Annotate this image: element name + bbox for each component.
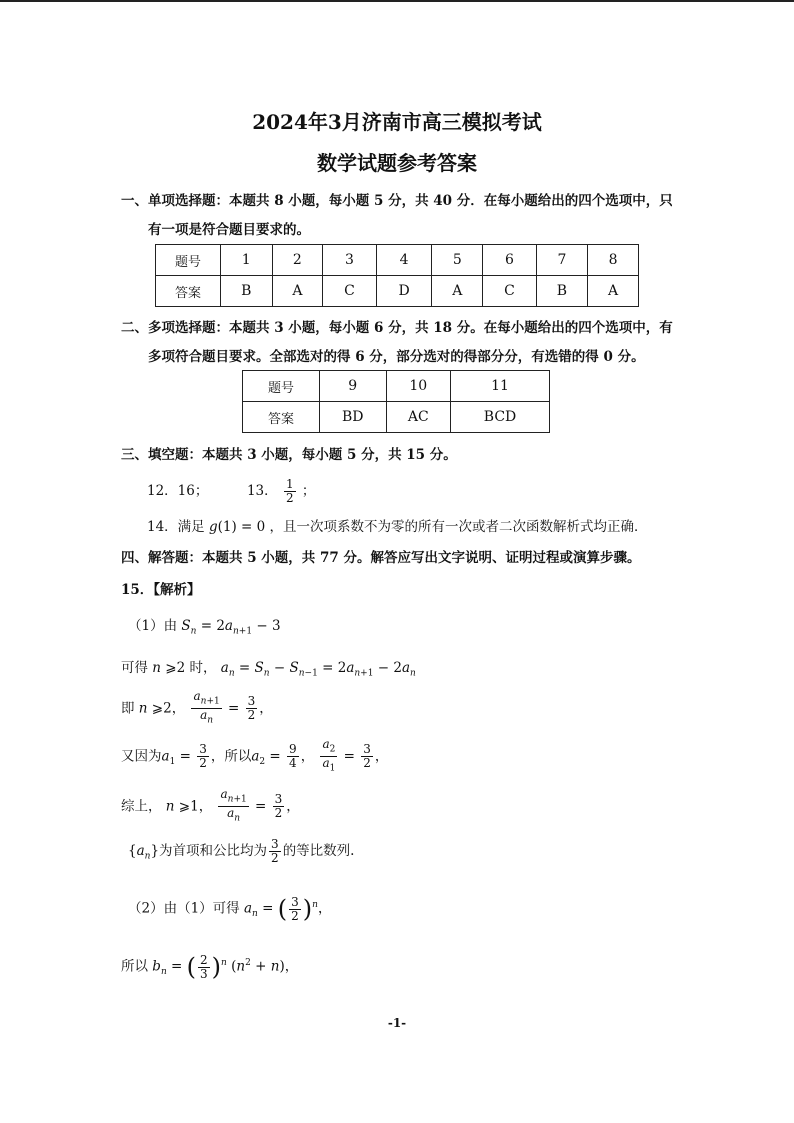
answer-cell: A <box>588 276 639 307</box>
row-label-question: 题号 <box>243 371 320 402</box>
q13-tail: ； <box>301 483 316 499</box>
answer-cell: A <box>432 276 483 307</box>
section1-heading: 一、单项选择题：本题共 8 小题，每小题 5 分，共 40 分．在每小题给出的四个选项中，只 <box>121 193 673 209</box>
page-title: 2024年3月济南市高三模拟考试 <box>252 110 542 134</box>
section1-heading-cont: 有一项是符合题目要求的。 <box>148 222 310 238</box>
solution-step-8: 所以 $b_n$ = ( $\frac{2}{3}$ )$^n$ $(n^2 + n)$， <box>121 952 299 981</box>
row-label-answer: 答案 <box>243 402 320 433</box>
multi-choice-answer-table <box>242 370 550 433</box>
section2-heading: 二、多项选择题：本题共 3 小题，每小题 6 分，共 18 分。在每小题给出的四个选项中，有 <box>121 320 673 336</box>
q14-answer <box>147 515 648 535</box>
q12-text: 12．16； <box>147 483 209 499</box>
solution-step-4: 又因为$a_1$ = $\frac{3}{2}$ ，所以$a_2$ = $\frac{9}{4}$ ， $\frac{a_2}{a_1}$ = $\frac{3}{2}$ ， <box>121 737 389 774</box>
page-subtitle: 数学试题参考答案 <box>317 151 477 175</box>
q13-fraction: $\frac{1}{2}$ <box>285 477 294 505</box>
q14-text-a: 14．满足 <box>147 519 205 535</box>
section2-heading-cont: 多项符合题目要求。全部选对的得 6 分，部分选对的得部分分，有选错的得 0 分。 <box>148 349 645 365</box>
q14-formula: g(1) = 0 <box>208 519 266 535</box>
section4-heading: 四、解答题：本题共 5 小题，共 77 分。解答应写出文字说明、证明过程或演算步骤。 <box>121 550 641 566</box>
answer-cell: B <box>536 276 588 307</box>
q12-answer <box>147 478 315 505</box>
row-label-question: 题号 <box>156 245 221 276</box>
solution-step-7: （2）由（1）可得 $a_n$ = ( $\frac{3}{2}$ )$^n$， <box>128 894 332 923</box>
question-number: 9 <box>320 371 387 402</box>
answer-cell: C <box>483 276 536 307</box>
q13-label: 13． <box>246 483 278 499</box>
question-number: 6 <box>483 245 536 276</box>
table-row <box>156 276 639 307</box>
question-number: 8 <box>588 245 639 276</box>
solution-step-6: $\{a_n\}$为首项和公比均为 $\frac{3}{2}$ 的等比数列. <box>128 837 355 865</box>
question-number: 10 <box>386 371 451 402</box>
question-number: 1 <box>221 245 273 276</box>
q15-heading: 15．【解析】 <box>121 582 201 598</box>
question-number: 5 <box>432 245 483 276</box>
solution-step-3: 即 n ⩾2， $\frac{a_{n+1}}{a_n}$ = $\frac{3}{2}$ ， <box>121 689 273 726</box>
answer-cell: C <box>323 276 376 307</box>
table-row <box>243 402 550 433</box>
row-label-answer: 答案 <box>156 276 221 307</box>
section3-heading: 三、填空题：本题共 3 小题，每小题 5 分，共 15 分。 <box>121 447 457 463</box>
answer-cell: A <box>272 276 323 307</box>
single-choice-answer-table <box>155 244 639 307</box>
answer-cell: D <box>376 276 432 307</box>
table-row <box>243 371 550 402</box>
answer-cell: B <box>221 276 273 307</box>
q14-text-b: ，且一次项系数不为零的所有一次或者二次函数解析式均正确． <box>269 519 648 535</box>
top-rule <box>0 0 794 2</box>
question-number: 11 <box>451 371 550 402</box>
solution-step-5: 综上， n ⩾1， $\frac{a_{n+1}}{a_n}$ = $\frac{3}{2}$ ， <box>121 787 300 824</box>
question-number: 3 <box>323 245 376 276</box>
question-number: 4 <box>376 245 432 276</box>
answer-cell: BD <box>320 402 387 433</box>
table-row <box>156 245 639 276</box>
question-number: 2 <box>272 245 323 276</box>
solution-step-2: 可得 n ⩾2 时， $a_n = S_n - S_{n-1} = 2a_{n+1} - 2a_n$ <box>121 660 416 679</box>
solution-step-1: （1）由 $S_n = 2a_{n+1} - 3$ <box>128 618 281 637</box>
answer-cell: BCD <box>451 402 550 433</box>
question-number: 7 <box>536 245 588 276</box>
page-number: -1- <box>387 1016 407 1030</box>
answer-cell: AC <box>386 402 451 433</box>
